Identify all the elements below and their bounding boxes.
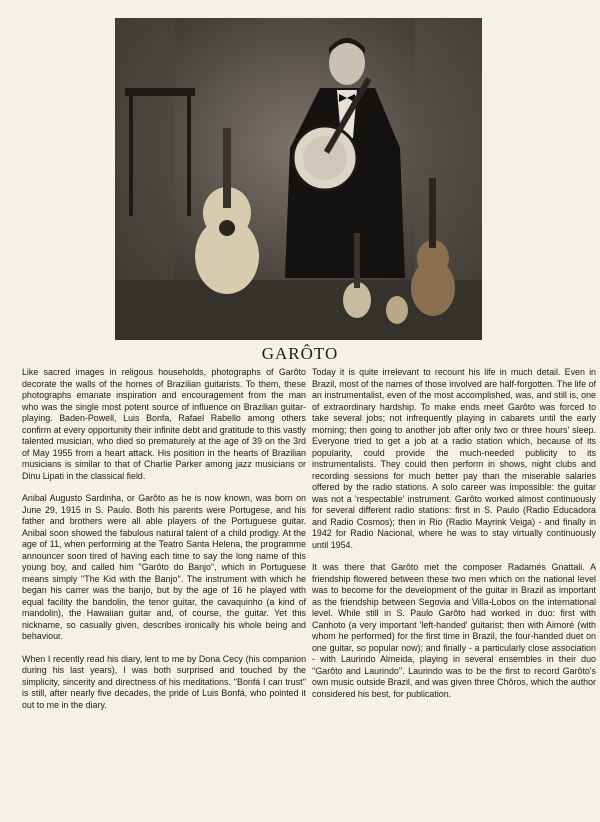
paragraph: Like sacred images in religous households, photographs of Garôto decorate the walls of the homes of Brazilian guitarists. To them, these photographs emanate inspiration and encouragement from the man who was the single most potent source of influence on Brazilian guitar-playing. Baden-Powell, Luis Bonfa, Rafael Rabello among others confirm at every opportunity their infinite debt and gratitude to this vastly talented musician, who died so prematurely at the age of 39 on the 3rd of May 1955 from a heart attack. His position in the hearts of Brazilian musicians is similar to that of Charlie Parker among jazz musicians or Dinu Lipati in the classical field. — [22, 367, 306, 481]
paragraph: When I recently read his diary, lent to me by Dona Cecy (his companion during his last years), I was both surprised and touched by the simplicity, sincerity and directness of his meditations. ''Bonfá I can trust'' is still, after nearly five decades, the pride of Luis Bonfá, who pointed it out to me in the diary. — [22, 653, 306, 710]
photo-graphic — [115, 18, 482, 340]
paragraph: Today it is quite irrelevant to recount his life in much detail. Even in Brazil, most of the names of those involved are half-forgotten. The life of an instrumentalist, even of the most accomplished, was, and still is, one of extraordinary hardship. To make ends meet Garôto was forced to take several jobs; not infrequently playing in cabarets until the early morning; then going to another job after only two or three hours' sleep. Everyone tried to get a job at a radio station which, because of its popularity, could provide the much-needed publicity to its instrumentalists. They could then perform in shows, night clubs and recording sessions for much better pay than the miserable salaries offered by the radio stations. A solo career was impossible: the guitar was not a 'respectable' instrument. Garôto worked almost continuously for several different radio stations: first in S. Paulo (Radio Educadora and Radio Cosmos); then in Rio (Radio Mayrink Veiga) - and finally in 1942 for Radio Nacional, where he was to stay virtually continuously until 1954. — [312, 367, 596, 550]
paragraph: It was there that Garôto met the composer Radamés Gnattali. A friendship flowered between these two men which on the national level was to become for the development of the guitar in Brazil as important as the friendship between Segovia and Villa-Lobos on the international level. While still in S. Paulo Garôto had worked in duo: first with Canhoto (a very important 'left-handed' guitarist; then with Aimoré (with whom he performed) for the first time in Brazil, the four-handed duet on one guitar, so popular now); and finally - a particularly close association - with Laurindo Almeida, playing in several ensembles in their duo ''Garôto and Laurindo''. Laurindo was to be the first to record Garôto's own music outside Brazil, and was given three Chôros, which the author considered his best, for publication. — [312, 562, 596, 699]
photograph — [115, 18, 482, 340]
left-column — [22, 367, 306, 722]
article-title: GARÔTO — [261, 344, 339, 363]
paragraph: Anibal Augusto Sardinha, or Garôto as he is now known, was born on June 29, 1915 in S. Paulo. Both his parents were Portugese, and his father and brothers were all able players of the Portuguese guitar. Anibal soon showed the fabulous natural talent of a child prodigy. At the age of 11, when performing at the Teatro Santa Helena, the programme announcer soon tired of having each time to say the long name of this young boy, and called him ''Garôto do Banjo'', which in Portuguese means simply ''The Kid with the Banjo''. The instrument with which he began his carrer was the banjo, but by the age of 16 he played with equal facility the bandolin, the tenor guitar, the cavaquinho (a kind of mandolin), the Hawaiian guitar and, of course, the guitar. Yet this nickname, so casually given, describes ironically his whole being and behaviour. — [22, 493, 306, 641]
right-column — [312, 367, 596, 711]
